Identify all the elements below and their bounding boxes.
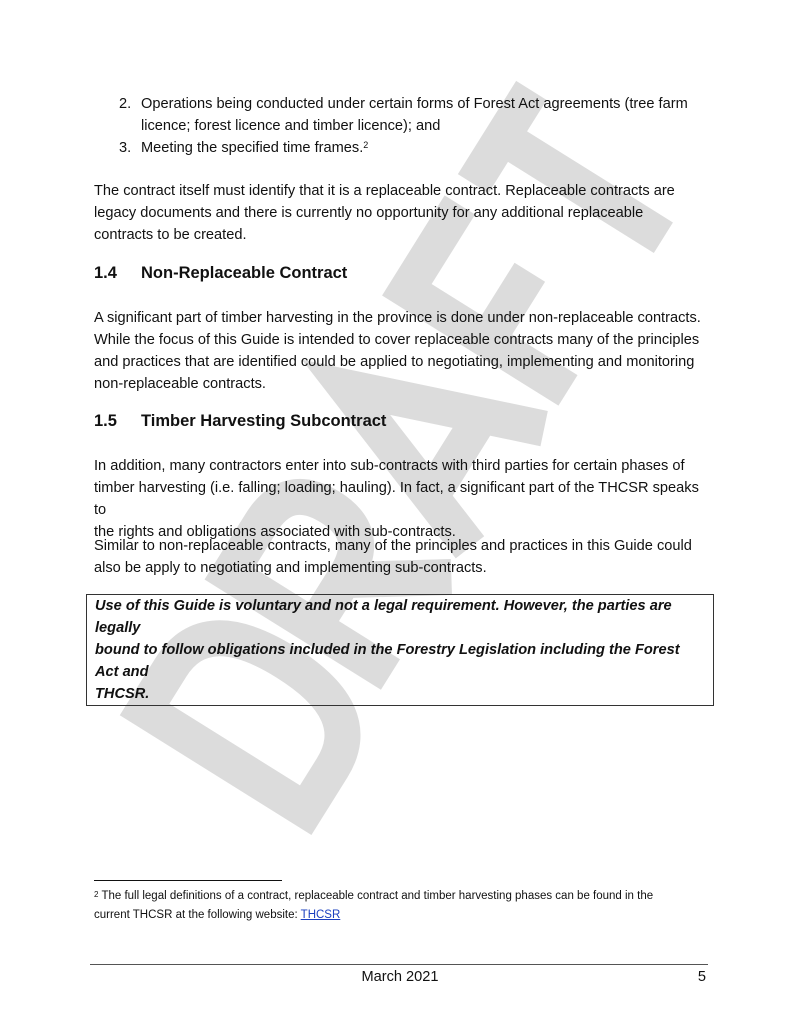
paragraph-line: also be apply to negotiating and implementing sub-contracts.	[94, 560, 487, 576]
list-item	[94, 93, 714, 137]
section-number: 1.4	[94, 264, 117, 282]
section-title: Non-Replaceable Contract	[141, 264, 348, 282]
paragraph-line: and practices that are identified could be applied to negotiating, implementing and monitoring	[94, 354, 695, 370]
disclaimer-line: bound to follow obligations included in the Forestry Legislation including the Forest Act and	[95, 642, 680, 680]
page-number: 5	[697, 969, 706, 985]
thcsr-link[interactable]: THCSR	[300, 909, 341, 921]
section-heading-1-5	[94, 409, 386, 433]
section-title: Timber Harvesting Subcontract	[141, 412, 387, 430]
section-heading-1-4	[94, 261, 347, 285]
section-1-5-paragraph-1	[94, 455, 714, 543]
list-item-text: Meeting the specified time frames.	[141, 140, 364, 156]
footnote-text: current THCSR at the following website:	[94, 909, 301, 921]
footer-date: March 2021	[361, 969, 439, 985]
paragraph-line: In addition, many contractors enter into sub-contracts with third parties for certain phases of	[94, 458, 685, 474]
paragraph-line: A significant part of timber harvesting in the province is done under non-replaceable contracts.	[94, 310, 701, 326]
section-number: 1.5	[94, 412, 117, 430]
paragraph-line: the rights and obligations associated with sub-contracts.	[94, 524, 456, 540]
paragraph-line: legacy documents and there is currently no opportunity for any additional replaceable	[94, 205, 644, 221]
numbered-list	[94, 93, 714, 159]
footer-separator	[90, 964, 708, 965]
list-number: 2.	[119, 96, 132, 112]
footnote-separator	[94, 880, 282, 881]
disclaimer-line: Use of this Guide is voluntary and not a legal requirement. However, the parties are legally	[95, 598, 672, 636]
paragraph-line: Similar to non-replaceable contracts, many of the principles and practices in this Guide could	[94, 538, 692, 554]
footnote	[94, 887, 714, 925]
footnote-text: The full legal definitions of a contract, replaceable contract and timber harvesting phases can be found in the	[98, 890, 654, 902]
footnote-marker: 2	[94, 890, 99, 899]
list-item-text: licence; forest licence and timber licence); and	[141, 118, 441, 134]
section-1-5-paragraph-2	[94, 535, 714, 579]
disclaimer-line: THCSR.	[95, 686, 150, 702]
paragraph-line: contracts to be created.	[94, 227, 247, 243]
list-item-text: Operations being conducted under certain forms of Forest Act agreements (tree farm	[141, 96, 688, 112]
paragraph-line: non-replaceable contracts.	[94, 376, 266, 392]
list-item	[94, 137, 714, 159]
paragraph-line: While the focus of this Guide is intended to cover replaceable contracts many of the principles	[94, 332, 700, 348]
list-number: 3.	[119, 140, 132, 156]
paragraph-line: timber harvesting (i.e. falling; loading; hauling). In fact, a significant part of the THCSR speaks to	[94, 480, 699, 518]
section-1-4-paragraph	[94, 307, 714, 395]
footnote-reference[interactable]: 2	[363, 140, 369, 150]
disclaimer-box	[86, 594, 714, 706]
intro-paragraph	[94, 180, 714, 246]
paragraph-line: The contract itself must identify that it is a replaceable contract. Replaceable contracts are	[94, 183, 675, 199]
